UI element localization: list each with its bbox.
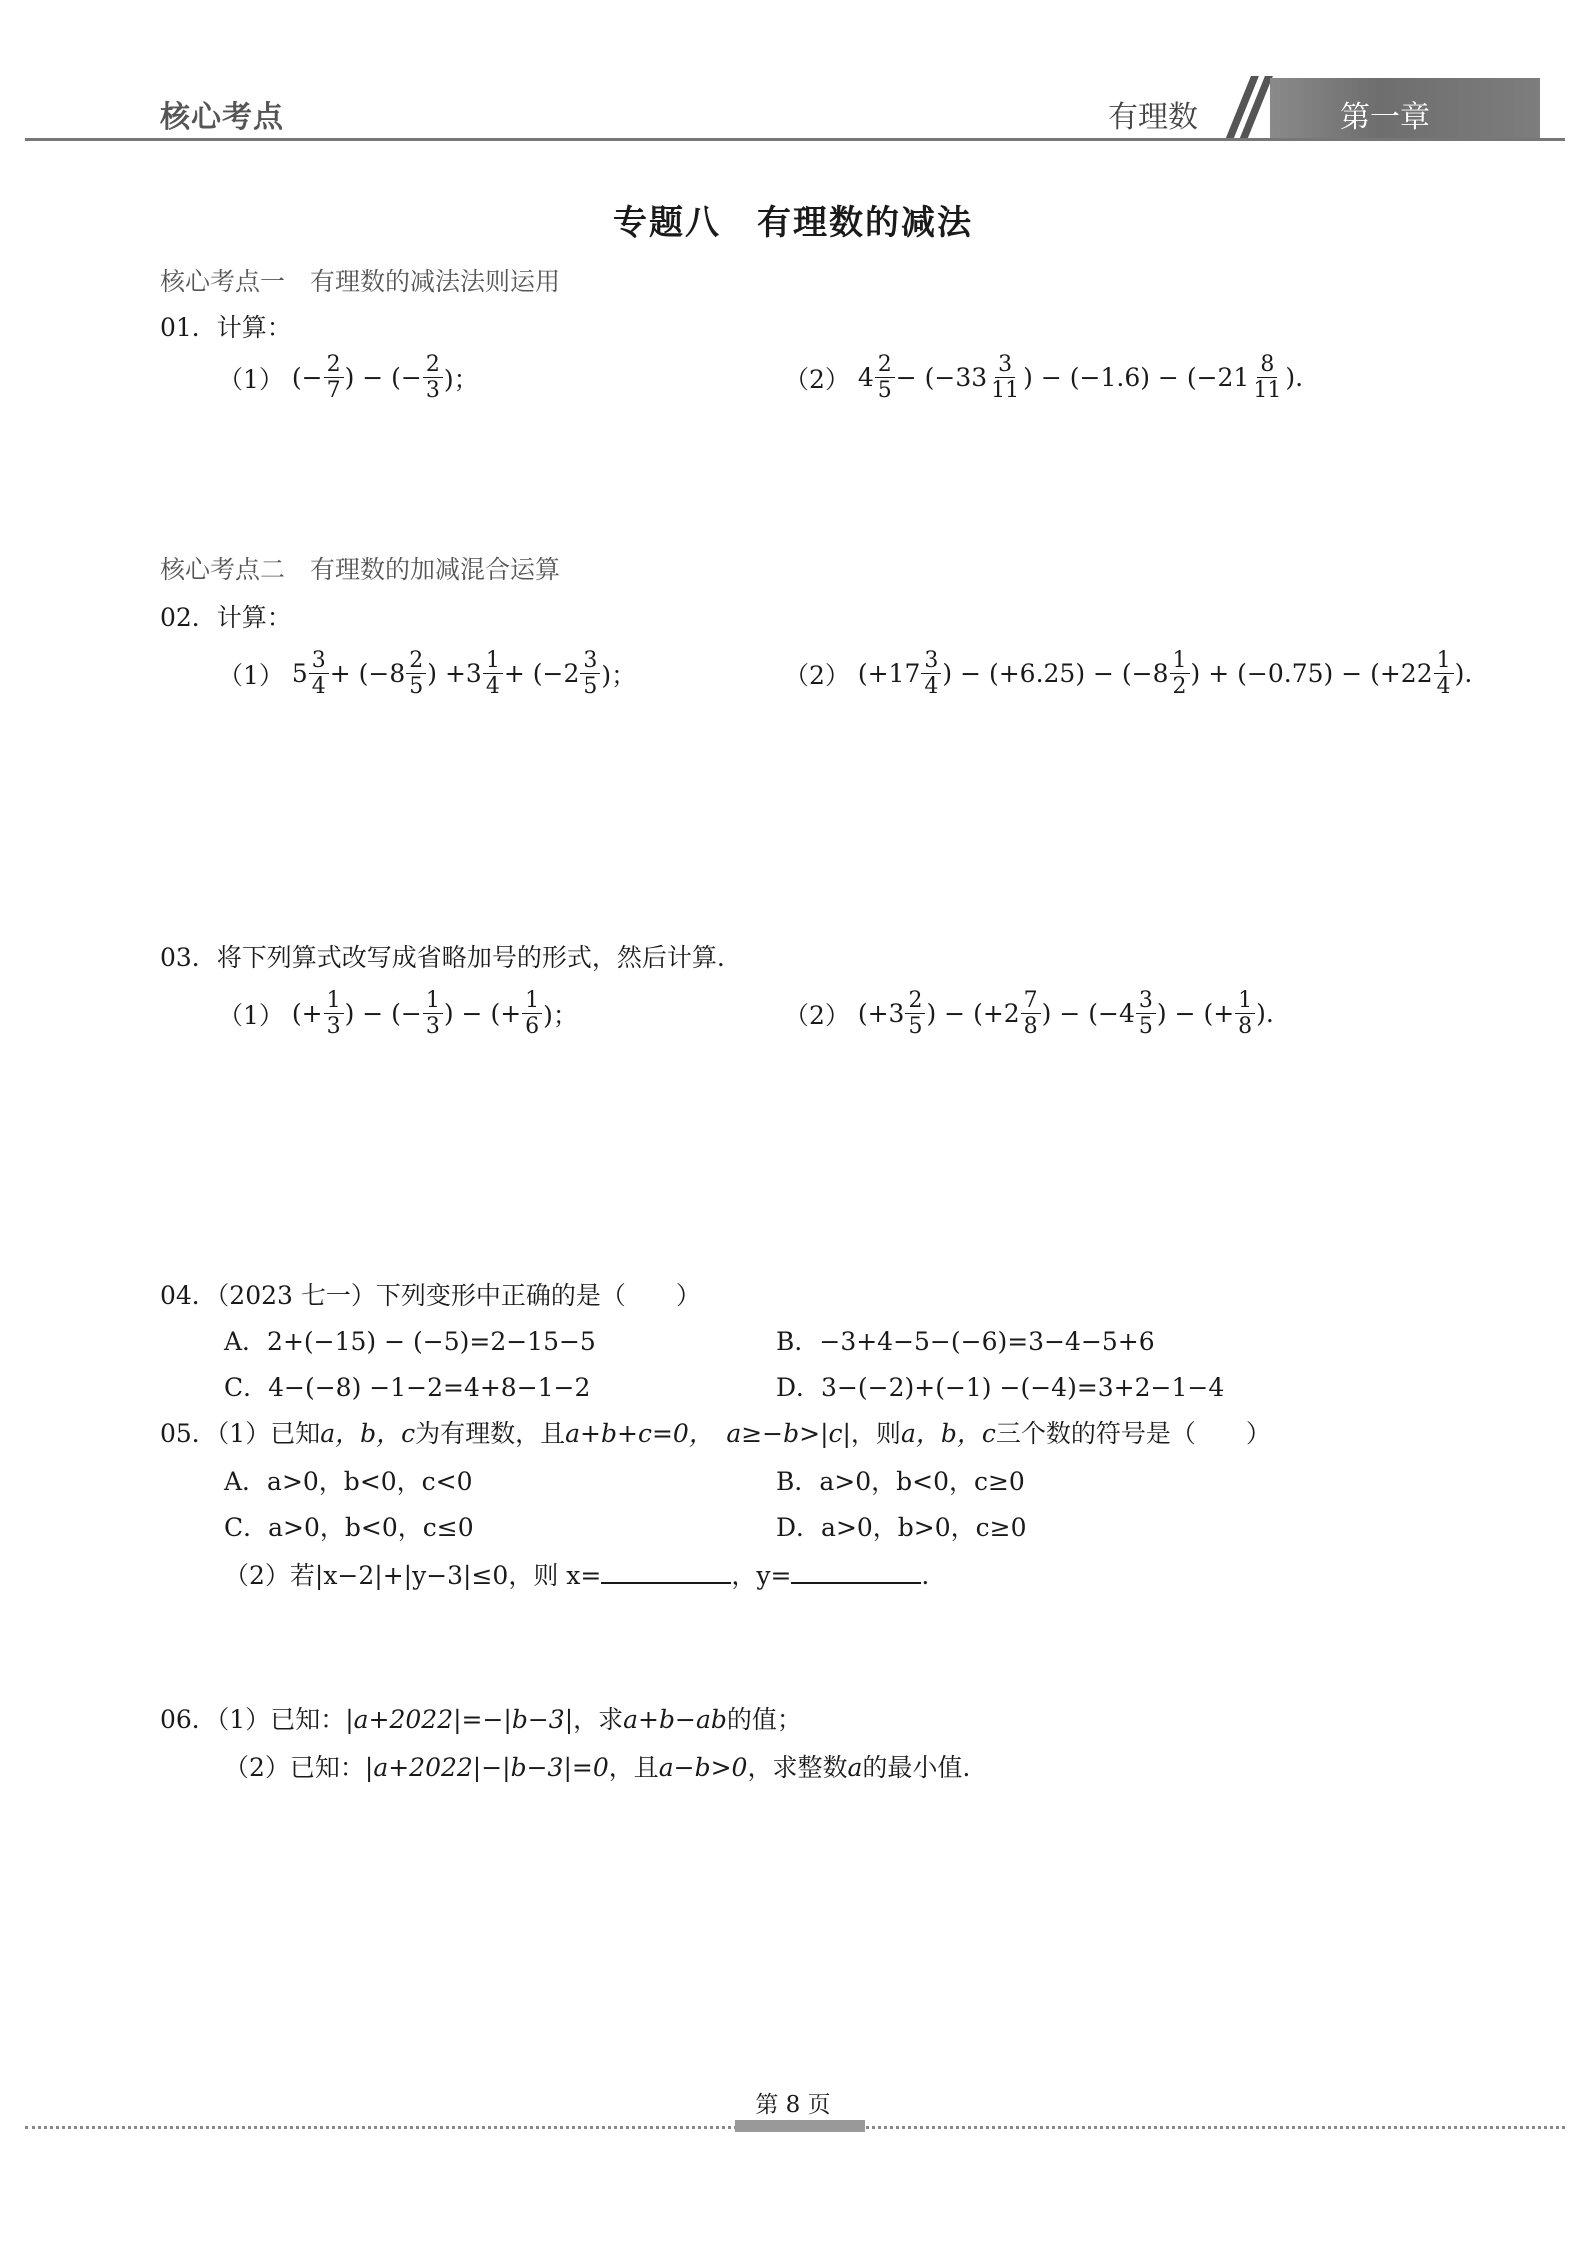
header-section-label: 核心考点 (160, 100, 284, 135)
question-04-stem: 04．（2023 七一）下列变形中正确的是（ ） (160, 1281, 701, 1310)
answer-blank-y[interactable] (791, 1560, 921, 1584)
question-02-part-1: （1） 5 3 4 + (−8 2 5 ) +3 1 4 + (−2 3 5 )； (218, 648, 637, 700)
question-01-label: 01．计算： (160, 313, 292, 342)
section-heading-1: 核心考点一 有理数的减法法则运用 (160, 267, 561, 296)
question-03-label: 03．将下列算式改写成省略加号的形式，然后计算. (160, 943, 725, 972)
question-05-stem: 05．（1）已知a，b，c为有理数，且a+b+c=0， a≥−b>|c|，则a，b，c三个数的符号是（ ） (160, 1419, 1271, 1448)
question-04-option-a: A．2+(−15) − (−5)=2−15−5 (224, 1327, 596, 1356)
question-05-option-a: A．a>0，b<0，c<0 (224, 1467, 473, 1496)
question-01-part-1: （1） (− $\frac{2}{7}$ ) − (− $\frac{2}{3}$ )； (218, 352, 479, 404)
question-03-part-1: （1） (+ $\frac{1}{3}$ ) − (− $\frac{1}{3}$ ) − (+ $\frac{1}{6}$ )； (218, 988, 578, 1040)
footer-bar-decoration (735, 2120, 865, 2132)
question-05-part-2: （2）若|x−2|+|y−3|≤0，则 x= ，y= . (224, 1561, 930, 1590)
question-05-option-b: B．a>0，b<0，c≥0 (776, 1467, 1025, 1496)
answer-blank-x[interactable] (601, 1560, 731, 1584)
question-06-part-1: 06．（1）已知：|a+2022|=−|b−3|，求a+b−ab的值； (160, 1705, 802, 1734)
question-05-option-d: D．a>0，b>0，c≥0 (776, 1513, 1027, 1542)
header-chapter: 第一章 (1340, 100, 1430, 135)
question-04-option-b: B．−3+4−5−(−6)=3−4−5+6 (776, 1327, 1155, 1356)
section-heading-2: 核心考点二 有理数的加减混合运算 (160, 555, 561, 584)
page-number: 第 8 页 (755, 2092, 831, 2118)
question-02-part-2: （2） (+17 3 4 ) − (+6.25) − (−8 1 2 ) + (−0.75) − (+22 1 4 ). (784, 648, 1473, 700)
question-04-option-c: C．4−(−8) −1−2=4+8−1−2 (224, 1373, 591, 1402)
header-rule (25, 138, 1565, 141)
page-title: 专题八 有理数的减法 (613, 203, 973, 243)
question-05-option-c: C．a>0，b<0，c≤0 (224, 1513, 474, 1542)
question-06-part-2: （2）已知：|a+2022|−|b−3|=0，且a−b>0，求整数a的最小值. (224, 1753, 971, 1782)
question-04-option-d: D．3−(−2)+(−1) −(−4)=3+2−1−4 (776, 1373, 1225, 1402)
question-02-label: 02．计算： (160, 603, 292, 632)
question-01-part-2: （2） 4 2 5 − (−33 3 11 ) − (−1.6) − (−21 8 11 ). (784, 352, 1304, 404)
question-03-part-2: （2） (+3 2 5 ) − (+2 7 8 ) − (−4 3 5 ) − (+ $\frac{1}{8}$ ). (784, 988, 1274, 1040)
header-subject: 有理数 (1108, 100, 1198, 135)
